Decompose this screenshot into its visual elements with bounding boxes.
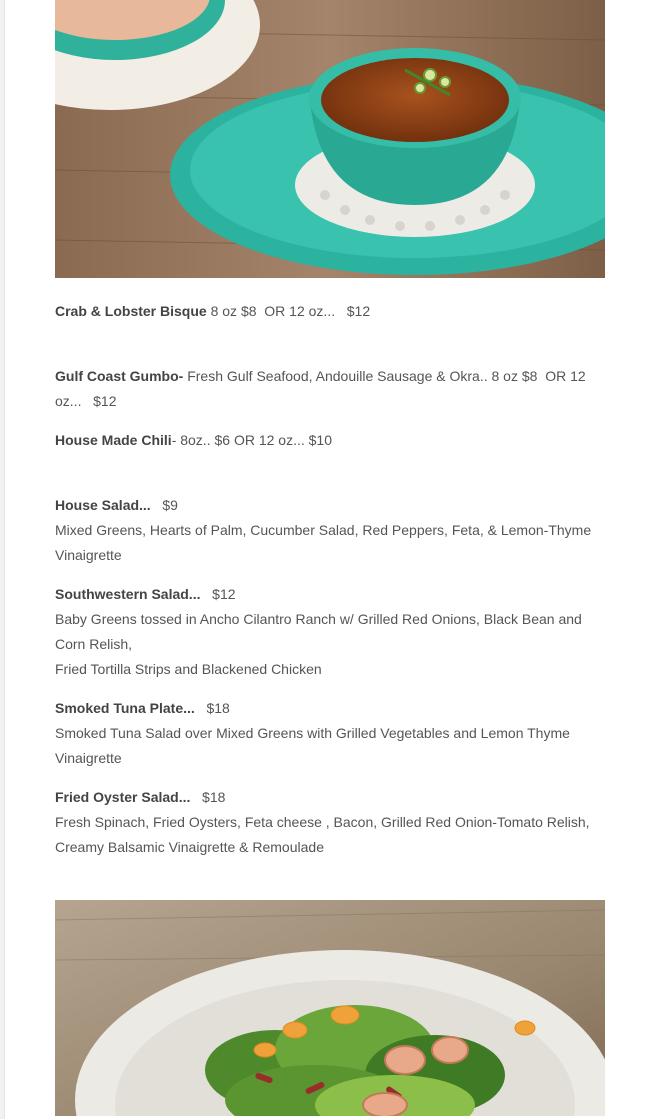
item-name: Southwestern Salad... bbox=[55, 586, 201, 602]
item-detail: Fresh Gulf Seafood, Andouille Sausage & Okra.. 8 oz $8 OR 12 oz... $12 bbox=[55, 368, 590, 409]
item-price: $12 bbox=[200, 586, 236, 602]
menu-item-fried-oyster-salad bbox=[55, 785, 605, 810]
item-price: $18 bbox=[190, 789, 226, 805]
salad-photo bbox=[55, 900, 605, 1116]
menu-item-southwestern-salad bbox=[55, 582, 605, 607]
item-name: House Made Chili bbox=[55, 432, 172, 448]
menu-item-house-made-chili bbox=[55, 428, 605, 453]
menu-item-house-salad bbox=[55, 493, 605, 518]
item-name: Crab & Lobster Bisque bbox=[55, 303, 207, 319]
item-description: Fresh Spinach, Fried Oysters, Feta cheese , Bacon, Grilled Red Onion-Tomato Relish, Creamy Balsamic Vinaigrette & Remoulade bbox=[55, 814, 590, 855]
item-name: Gulf Coast Gumbo- bbox=[55, 368, 184, 384]
item-price: $18 bbox=[194, 700, 230, 716]
item-detail: - 8oz.. $6 OR 12 oz... $10 bbox=[171, 432, 332, 448]
menu-item-smoked-tuna-plate bbox=[55, 696, 605, 721]
item-name: House Salad... bbox=[55, 497, 151, 513]
page-left-border bbox=[0, 0, 5, 1119]
item-description-continued: Fried Tortilla Strips and Blackened Chicken bbox=[55, 661, 322, 677]
menu-content bbox=[55, 0, 605, 1116]
item-detail: 8 oz $8 OR 12 oz... $12 bbox=[206, 303, 371, 319]
soup-photo bbox=[55, 0, 605, 278]
item-name: Smoked Tuna Plate... bbox=[55, 700, 195, 716]
item-description: Mixed Greens, Hearts of Palm, Cucumber Salad, Red Peppers, Feta, & Lemon-Thyme Vinaigrette bbox=[55, 522, 592, 563]
item-price: $9 bbox=[150, 497, 178, 513]
menu-item-gulf-coast-gumbo bbox=[55, 364, 605, 414]
item-name: Fried Oyster Salad... bbox=[55, 789, 191, 805]
item-description: Smoked Tuna Salad over Mixed Greens with Grilled Vegetables and Lemon Thyme Vinaigrette bbox=[55, 725, 570, 766]
menu-item-crab-lobster-bisque bbox=[55, 299, 605, 324]
item-description: Baby Greens tossed in Ancho Cilantro Ranch w/ Grilled Red Onions, Black Bean and Corn Relish, bbox=[55, 611, 582, 652]
